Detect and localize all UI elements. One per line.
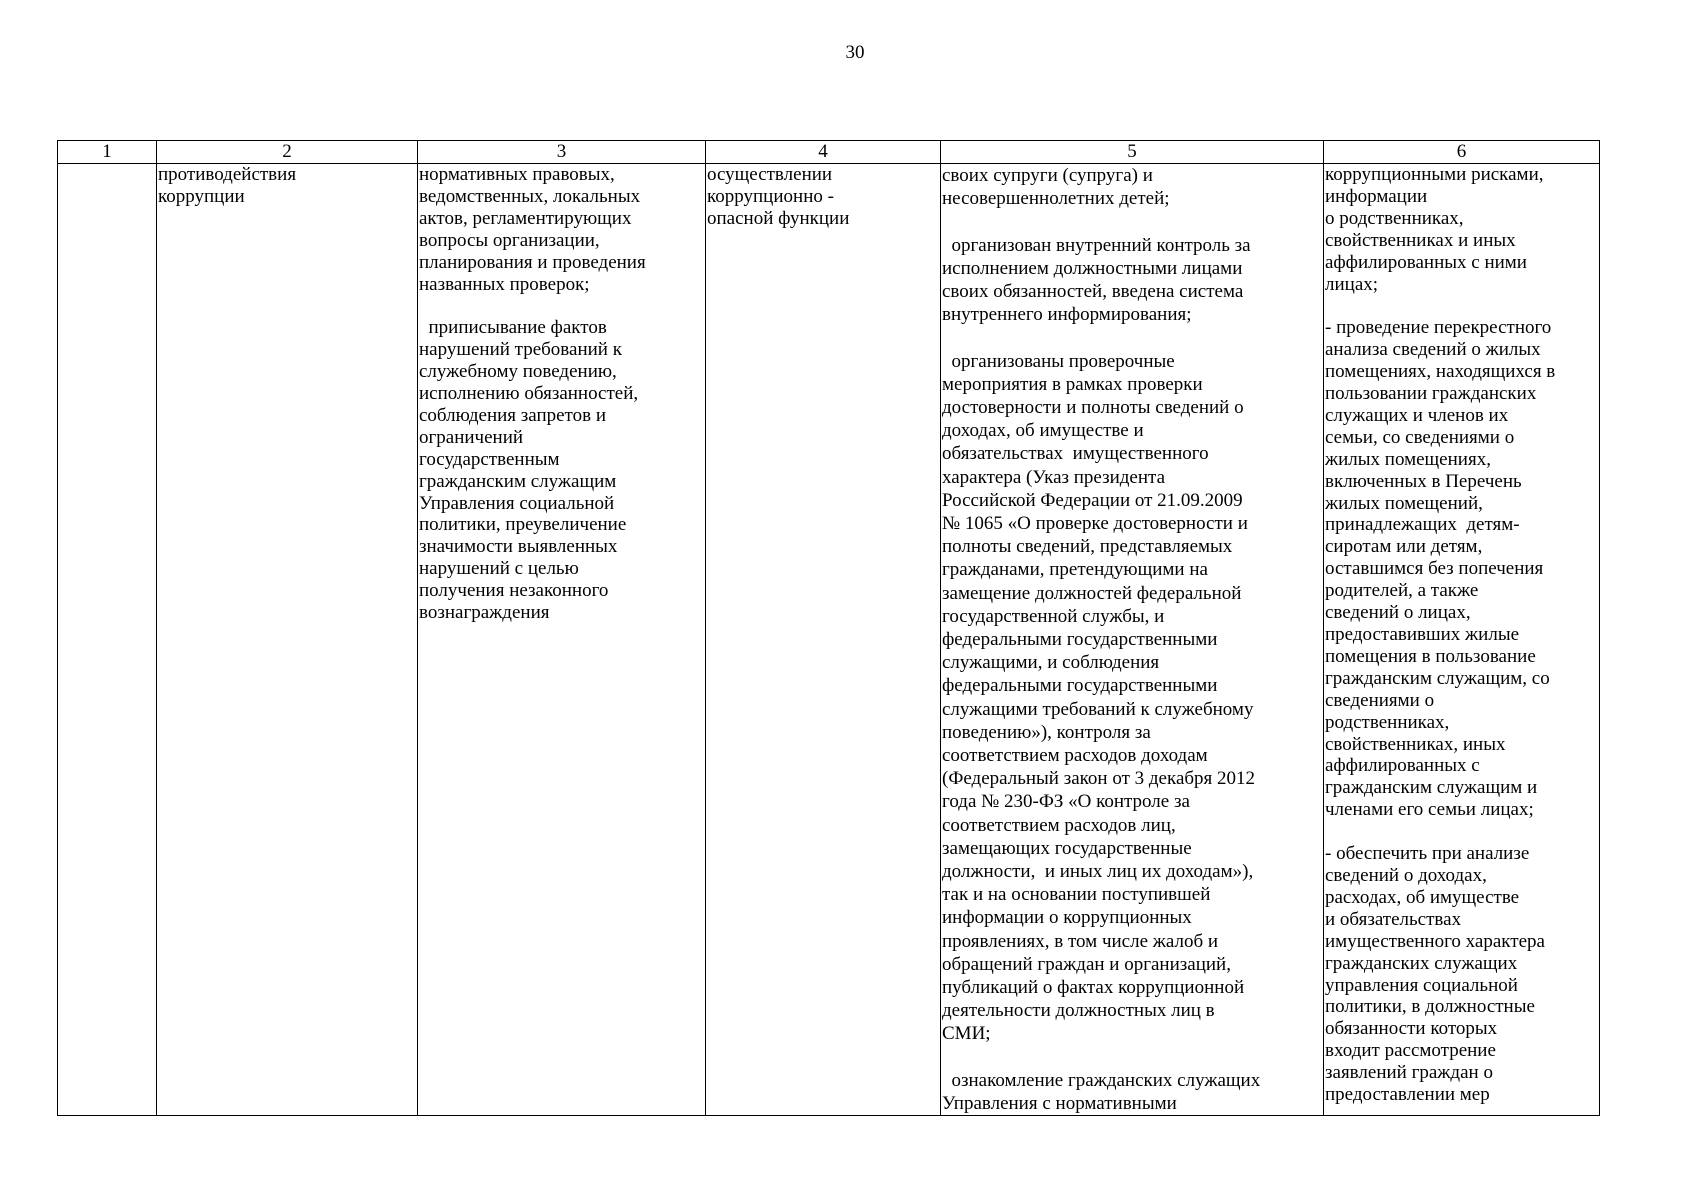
cell-text-line: деятельности должностных лиц в	[942, 1000, 1215, 1022]
cell-text-line: замещение должностей федеральной	[942, 582, 1242, 604]
cell-text-line: ведомственных, локальных	[419, 185, 641, 207]
cell-text-line: аффилированных с	[1325, 755, 1480, 777]
cell-text-line: Управления социальной	[419, 492, 615, 514]
cell-text-line: аффилированных с ними	[1325, 251, 1527, 273]
cell-text-line: членами его семьи лицах;	[1325, 799, 1534, 821]
cell-text-line: несовершеннолетних детей;	[942, 188, 1170, 210]
cell-text-line: федеральными государственными	[942, 675, 1218, 697]
cell-text-line: обращений граждан и организаций,	[942, 953, 1231, 975]
cell-text-line: значимости выявленных	[419, 536, 618, 558]
column-header-6: 6	[1324, 141, 1600, 164]
cell-text-line: (Федеральный закон от 3 декабря 2012	[942, 768, 1256, 790]
cell-col-1	[58, 164, 157, 1116]
cell-text-line: заявлений граждан о	[1325, 1062, 1493, 1084]
cell-text-line: вознаграждения	[419, 602, 550, 624]
cell-text-line: года № 230-ФЗ «О контроле за	[942, 791, 1190, 813]
cell-text-line: Российской Федерации от 21.09.2009	[942, 489, 1243, 511]
cell-text-line: свойственниках, иных	[1325, 733, 1506, 755]
cell-text-line: политики, преувеличение	[419, 514, 627, 536]
cell-text-line: пользовании гражданских	[1325, 383, 1537, 405]
cell-text-line: сведений о лицах,	[1325, 602, 1471, 624]
cell-text-line: должности, и иных лиц их доходам»),	[942, 861, 1254, 883]
cell-text-line: гражданами, претендующими на	[942, 559, 1208, 581]
cell-text-line: обязательствах имущественного	[942, 443, 1209, 465]
cell-text-line: помещения в пользование	[1325, 645, 1536, 667]
column-header-5: 5	[941, 141, 1324, 164]
cell-text-line: гражданским служащим и	[1325, 777, 1538, 799]
cell-text-line: информации о коррупционных	[942, 907, 1192, 929]
cell-col-4	[706, 164, 941, 1116]
column-header-2: 2	[157, 141, 418, 164]
cell-text-line: нарушений с целью	[419, 558, 579, 580]
cell-text-line: государственным	[419, 448, 560, 470]
cell-col-2	[157, 164, 418, 1116]
cell-text-line: названных проверок;	[419, 273, 590, 295]
cell-text-line: поведению»), контроля за	[942, 721, 1151, 743]
cell-text-line: соблюдения запретов и	[419, 404, 606, 426]
cell-text-line: лицах;	[1325, 273, 1379, 295]
cell-text-line: своих обязанностей, введена система	[942, 281, 1244, 302]
cell-text-line: Управления с нормативными	[942, 1093, 1177, 1115]
cell-text-line: полноты сведений, представляемых	[942, 536, 1233, 558]
cell-text-line: государственной службы, и	[942, 605, 1165, 627]
cell-text-line: информации	[1325, 185, 1428, 207]
cell-text-line: предоставивших жилые	[1325, 624, 1520, 646]
cell-text-line	[942, 210, 1323, 233]
cell-text-line: актов, регламентирующих	[419, 207, 632, 229]
cell-text-line: соответствием расходов лиц,	[942, 814, 1176, 836]
cell-text-line: помещениях, находящихся в	[1325, 361, 1556, 383]
cell-text-line	[942, 1046, 1323, 1069]
cell-text-line: обязанности которых	[1325, 1018, 1498, 1040]
cell-text-line: служащими, и соблюдения	[942, 652, 1160, 674]
cell-text-line	[419, 295, 705, 317]
cell-text-line: входит рассмотрение	[1325, 1040, 1496, 1062]
cell-text-line: - обеспечить при анализе	[1325, 843, 1530, 865]
cell-text-line: анализа сведений о жилых	[1325, 339, 1541, 361]
cell-text-line: достоверности и полноты сведений о	[942, 397, 1244, 418]
cell-text-line: гражданским служащим	[419, 470, 617, 492]
cell-text-line: вопросы организации,	[419, 229, 600, 251]
cell-text-line: служащими требований к служебному	[942, 698, 1254, 720]
cell-text-line: включенных в Перечень	[1325, 470, 1522, 492]
cell-text-line: коррупционными рисками,	[1325, 164, 1544, 185]
cell-text-line: противодействия	[158, 164, 297, 185]
cell-text-line: организованы проверочные	[942, 350, 1175, 372]
page-number: 30	[845, 42, 865, 63]
cell-text-line: соответствием расходов доходам	[942, 745, 1208, 767]
cell-text-line: характера (Указ президента	[942, 466, 1165, 488]
cell-text-line	[942, 326, 1323, 349]
cell-text-line: принадлежащих детям-	[1325, 514, 1520, 536]
cell-text-line: о родственниках,	[1325, 207, 1464, 229]
cell-text-line: и обязательствах	[1325, 908, 1462, 930]
cell-col-5	[941, 164, 1324, 1116]
cell-text-line: жилых помещениях,	[1325, 448, 1491, 470]
column-header-4: 4	[706, 141, 941, 164]
cell-text-line: жилых помещений,	[1325, 492, 1483, 514]
cell-text-line: нарушений требований к	[419, 339, 622, 361]
cell-text-line: доходах, об имуществе и	[942, 420, 1144, 442]
cell-text-line: управления социальной	[1325, 974, 1518, 996]
cell-text-line: опасной функции	[707, 207, 850, 229]
cell-text-line: коррупции	[158, 185, 245, 207]
table-header-row	[58, 141, 1600, 164]
cell-text-line: федеральными государственными	[942, 629, 1218, 651]
cell-text-line: служебному поведению,	[419, 361, 617, 383]
cell-text-line: коррупционно -	[707, 185, 834, 207]
cell-text-line: ограничений	[419, 426, 524, 448]
cell-text-line: нормативных правовых,	[419, 164, 615, 185]
table-row	[58, 164, 1600, 1116]
cell-text-line	[1325, 295, 1599, 317]
cell-text-line: исполнением должностными лицами	[942, 257, 1243, 279]
cell-text-line: мероприятия в рамках проверки	[942, 373, 1203, 395]
cell-text-line: СМИ;	[942, 1023, 991, 1045]
cell-text-line: - проведение перекрестного	[1325, 317, 1552, 339]
cell-text-line: ознакомление гражданских служащих	[942, 1069, 1261, 1091]
cell-text-line: замещающих государственные	[942, 837, 1192, 859]
cell-text-line: внутреннего информирования;	[942, 304, 1192, 326]
cell-text-line: своих супруги (супруга) и	[942, 165, 1153, 186]
cell-text-line: № 1065 «О проверке достоверности и	[942, 513, 1248, 535]
cell-text-line: служащих и членов их	[1325, 404, 1509, 426]
cell-text-line: приписывание фактов	[419, 317, 607, 339]
cell-text-line: сведений о доходах,	[1325, 864, 1487, 886]
cell-text-line: родителей, а также	[1325, 580, 1479, 602]
cell-text-line: так и на основании поступившей	[942, 884, 1211, 906]
cell-text-line: семьи, со сведениями о	[1325, 426, 1515, 448]
cell-text-line: политики, в должностные	[1325, 996, 1535, 1018]
cell-text-line: проявлениях, в том числе жалоб и	[942, 930, 1219, 952]
cell-text-line: организован внутренний контроль за	[942, 234, 1251, 256]
cell-text-line: осуществлении	[707, 164, 833, 185]
cell-text-line: исполнению обязанностей,	[419, 383, 639, 405]
column-header-1: 1	[58, 141, 157, 164]
cell-text-line: оставшимся без попечения	[1325, 558, 1544, 580]
cell-text-line: предоставлении мер	[1325, 1084, 1490, 1106]
document-table	[57, 140, 1600, 1116]
cell-text-line: сиротам или детям,	[1325, 536, 1483, 558]
cell-text-line: гражданским служащим, со	[1325, 667, 1550, 689]
cell-text-line: гражданских служащих	[1325, 952, 1518, 974]
cell-text-line: получения незаконного	[419, 580, 609, 602]
cell-text-line: сведениями о	[1325, 689, 1435, 711]
column-header-3: 3	[418, 141, 706, 164]
cell-text-line: свойственниках и иных	[1325, 229, 1516, 251]
cell-text-line: родственниках,	[1325, 711, 1450, 733]
cell-text-line	[1325, 821, 1599, 843]
cell-text-line: планирования и проведения	[419, 251, 646, 273]
cell-col-6	[1324, 164, 1600, 1116]
cell-text-line: расходах, об имуществе	[1325, 886, 1520, 908]
cell-text-line: имущественного характера	[1325, 930, 1545, 952]
cell-col-3	[418, 164, 706, 1116]
cell-text-line: публикаций о фактах коррупционной	[942, 977, 1245, 999]
